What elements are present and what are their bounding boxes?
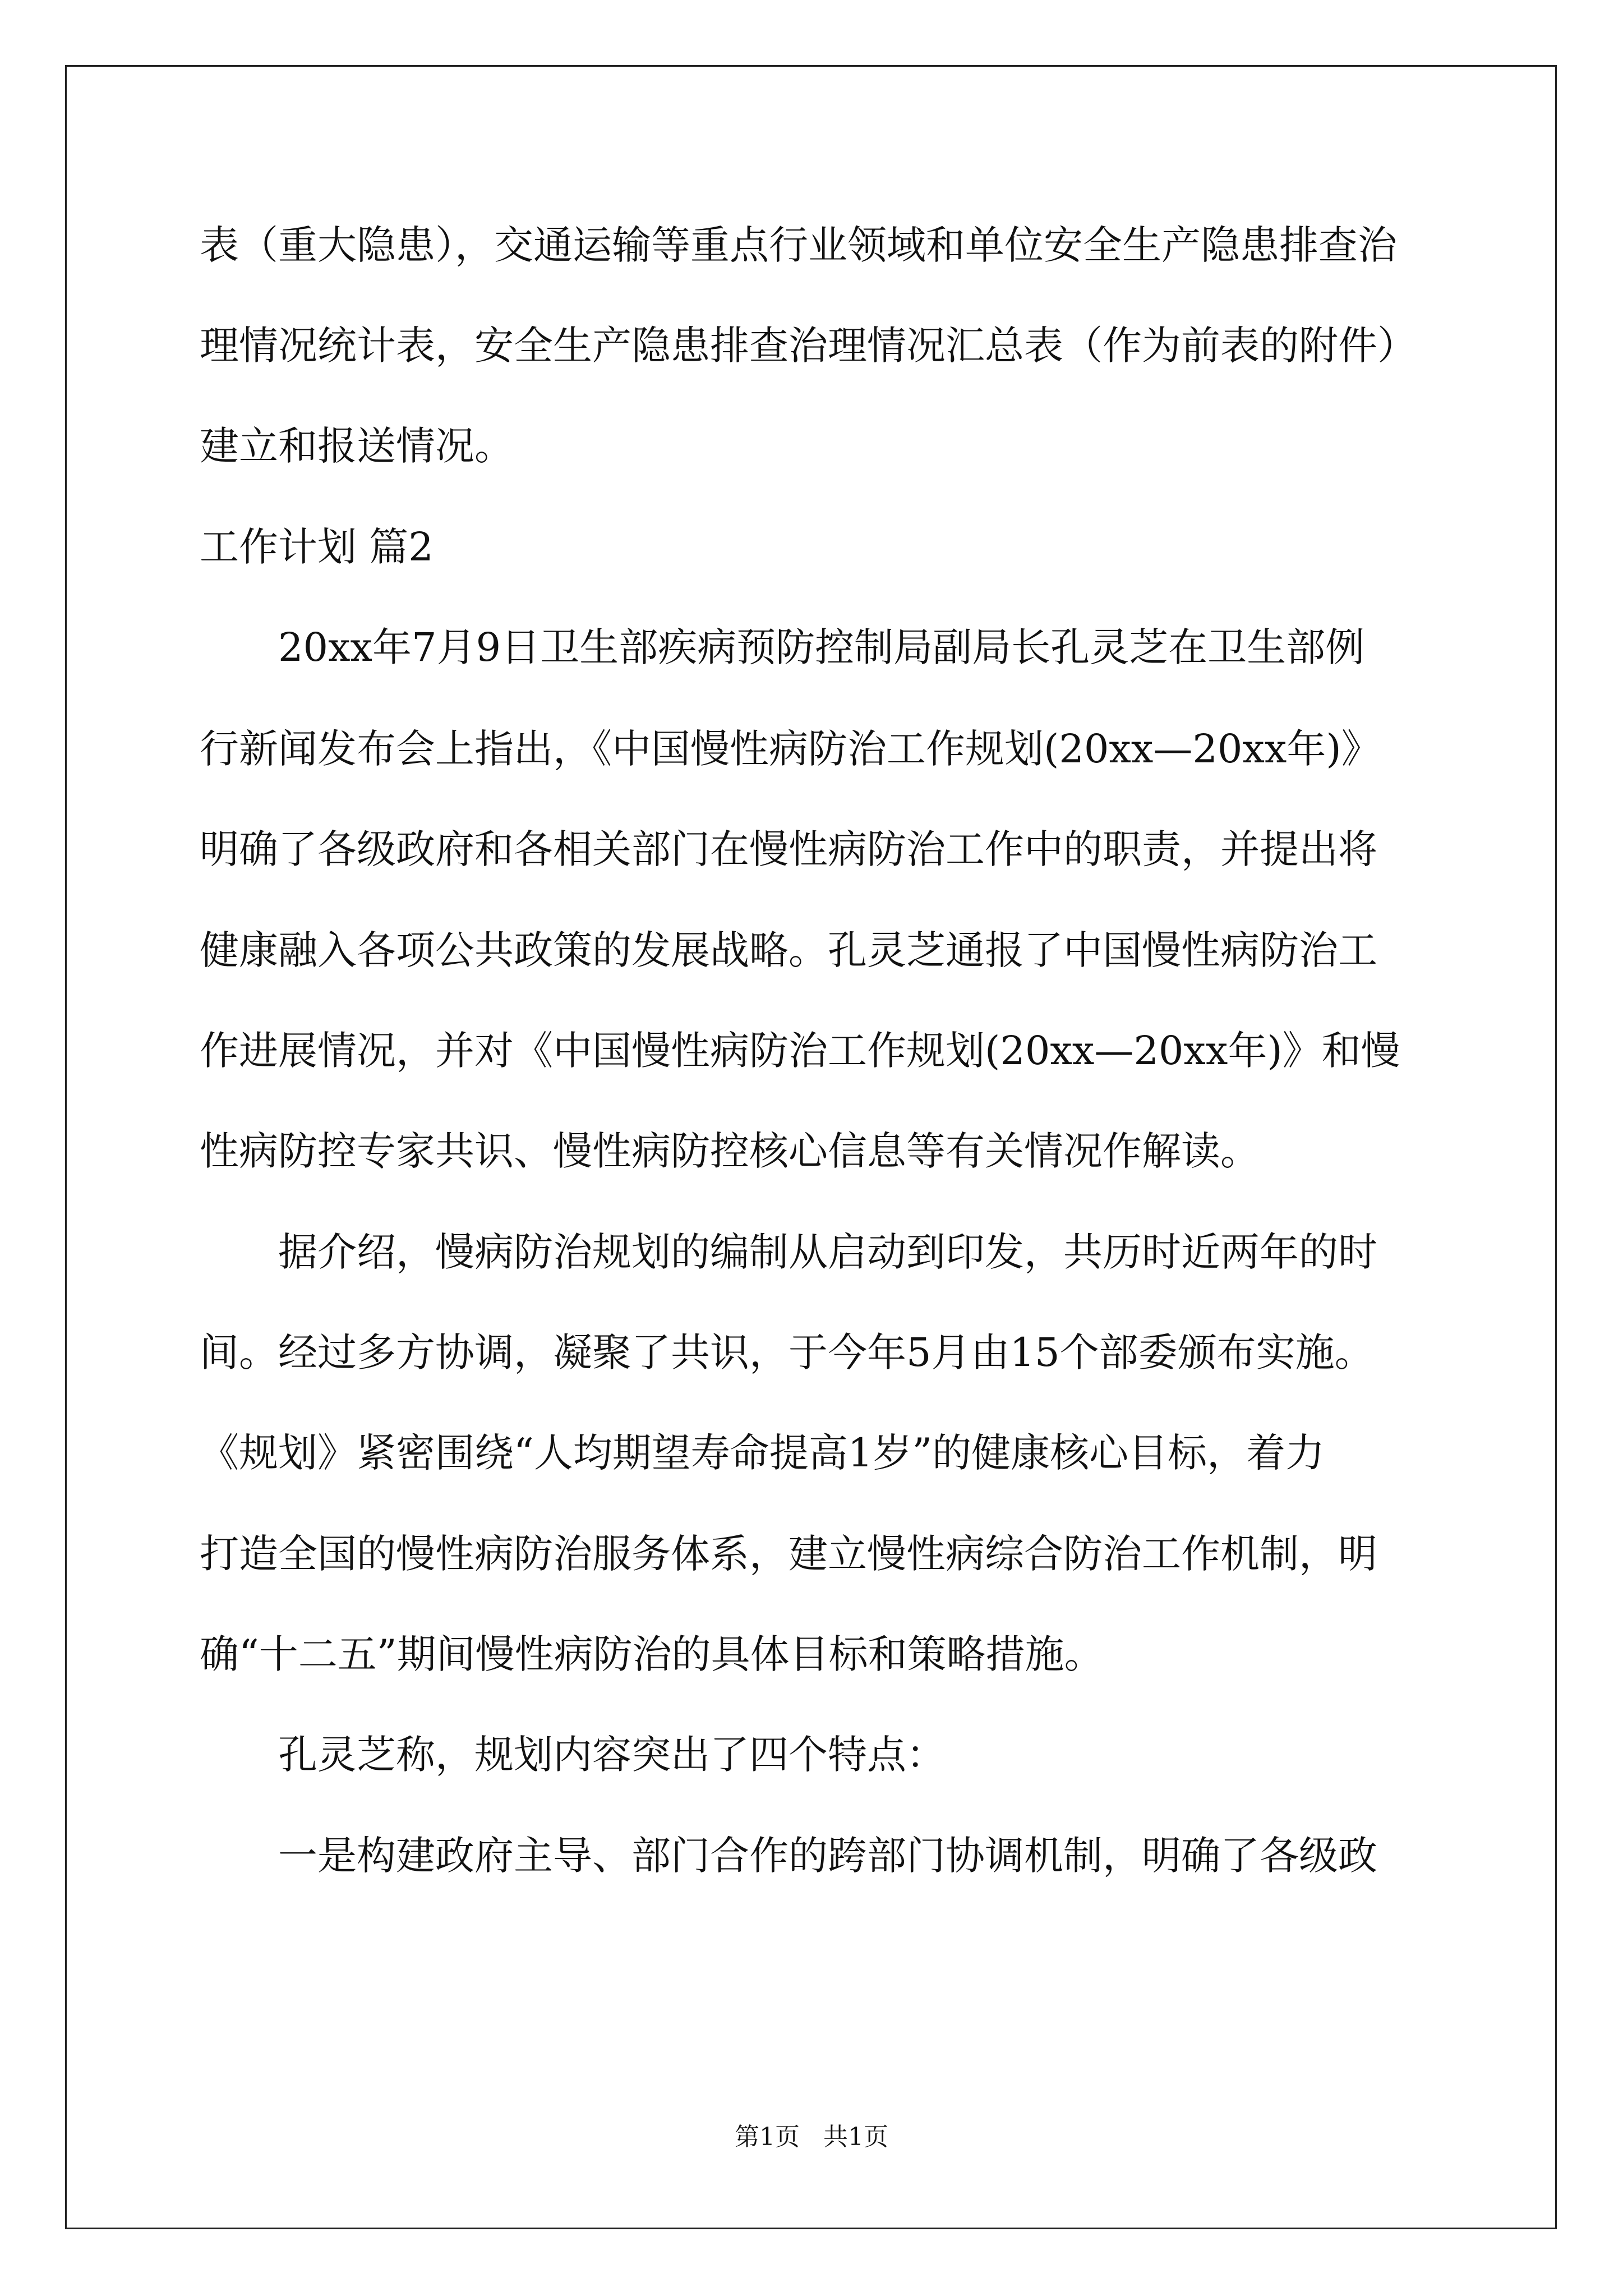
paragraph-1-line-6: 性病防控专家共识、慢性病防控核心信息等有关情况作解读。 (200, 1128, 1260, 1174)
body-line-3: 建立和报送情况。 (200, 423, 514, 469)
paragraph-2-line-1: 据介绍，慢病防治规划的编制从启动到印发，共历时近两年的时 (278, 1229, 1377, 1275)
paragraph-1-line-2: 行新闻发布会上指出，《中国慢性病防治工作规划(20xx—20xx年)》 (200, 726, 1381, 772)
paragraph-1-line-3: 明确了各级政府和各相关部门在慢性病防治工作中的职责，并提出将 (200, 826, 1377, 872)
section-heading: 工作计划 篇2 (200, 524, 434, 570)
paragraph-2-line-2: 间。经过多方协调，凝聚了共识，于今年5月由15个部委颁布实施。 (200, 1329, 1374, 1375)
page-footer: 第1页 共1页 (735, 2123, 888, 2151)
paragraph-2-line-5: 确“十二五”期间慢性病防治的具体目标和策略措施。 (200, 1631, 1104, 1677)
body-line-1: 表（重大隐患），交通运输等重点行业领域和单位安全生产隐患排查治 (200, 222, 1397, 268)
paragraph-2-line-4: 打造全国的慢性病防治服务体系，建立慢性病综合防治工作机制，明 (200, 1531, 1377, 1577)
paragraph-3-line-1: 孔灵芝称，规划内容突出了四个特点： (278, 1732, 946, 1778)
body-line-2: 理情况统计表，安全生产隐患排查治理情况汇总表（作为前表的附件） (200, 323, 1417, 369)
paragraph-1-line-5: 作进展情况，并对《中国慢性病防治工作规划(20xx—20xx年)》和慢 (200, 1028, 1400, 1074)
paragraph-2-line-3: 《规划》紧密围绕“人均期望寿命提高1岁”的健康核心目标，着力 (200, 1430, 1325, 1476)
paragraph-1-line-4: 健康融入各项公共政策的发展战略。孔灵芝通报了中国慢性病防治工 (200, 927, 1377, 973)
paragraph-1-line-1: 20xx年7月9日卫生部疾病预防控制局副局长孔灵芝在卫生部例 (278, 624, 1365, 670)
paragraph-4-line-1: 一是构建政府主导、部门合作的跨部门协调机制，明确了各级政 (278, 1833, 1377, 1879)
